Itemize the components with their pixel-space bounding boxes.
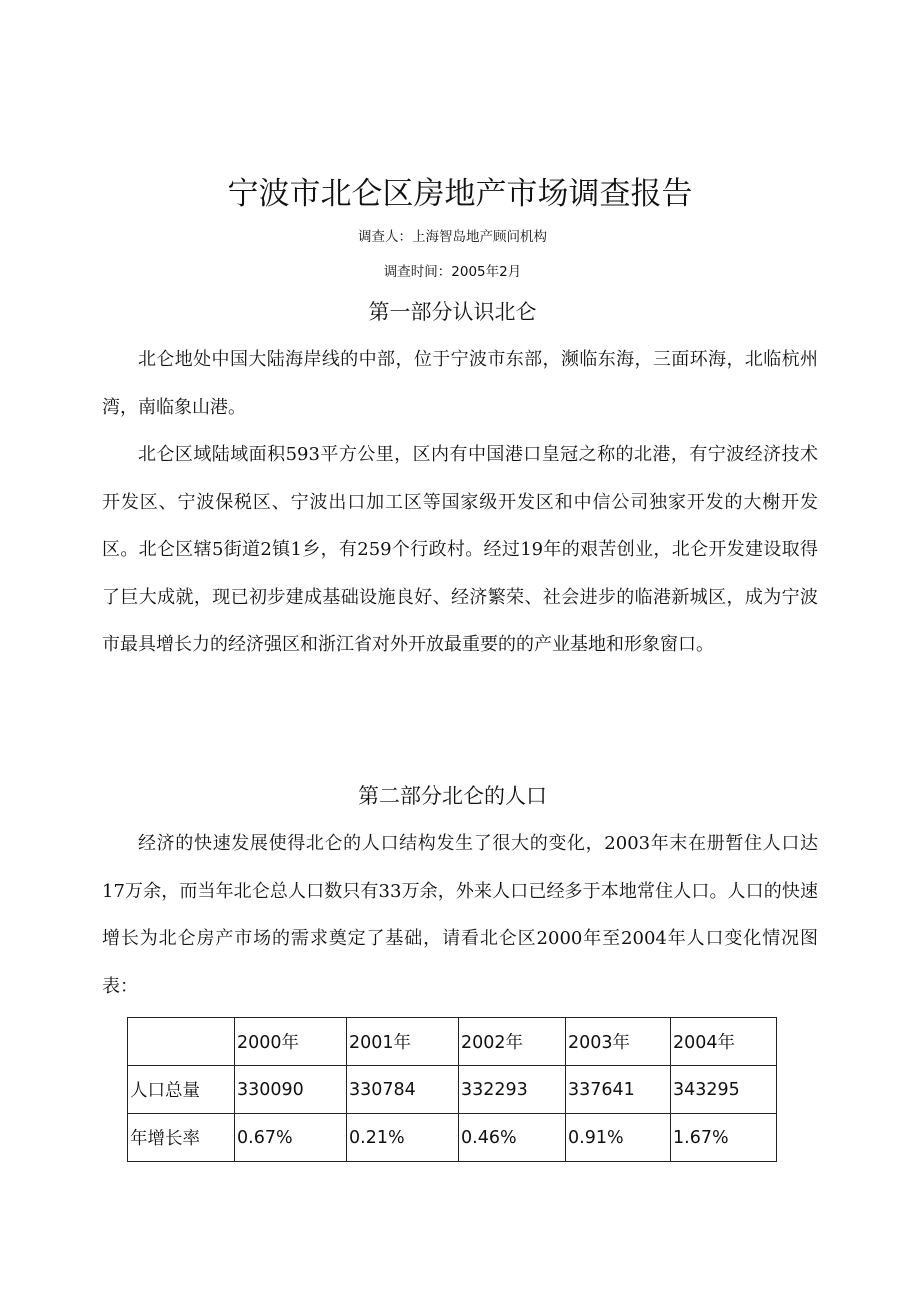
table-cell xyxy=(128,1018,235,1066)
section2-heading: 第二部分北仑的人口 xyxy=(358,784,547,808)
table-header-cell: 2003年 xyxy=(566,1018,671,1066)
table-row xyxy=(128,1066,777,1114)
table-cell: 332293 xyxy=(459,1066,566,1114)
table-cell: 0.91% xyxy=(566,1114,671,1162)
table-cell: 343295 xyxy=(671,1066,777,1114)
section2-paragraph: 经济的快速发展使得北仑的人口结构发生了很大的变化，2003年末在册暂住人口达17万余，而当年北仑总人口数只有33万余，外来人口已经多于本地常住人口。人口的快速增长为北仑房产市场的需求奠定了基础，请看北仑区2000年至2004年人口变化情况图表： xyxy=(102,833,818,997)
document-title: 宁波市北仑区房地产市场调查报告 xyxy=(227,176,693,212)
table-header-row xyxy=(128,1018,777,1066)
table-cell: 337641 xyxy=(566,1066,671,1114)
investigator-line: 调查人：上海智岛地产顾问机构 xyxy=(358,229,547,245)
table-cell: 0.46% xyxy=(459,1114,566,1162)
table-cell: 1.67% xyxy=(671,1114,777,1162)
table-cell: 330784 xyxy=(347,1066,459,1114)
table-header-cell: 2002年 xyxy=(459,1018,566,1066)
survey-time-line: 调查时间：2005年2月 xyxy=(383,264,522,280)
section1-heading: 第一部分认识北仑 xyxy=(368,300,537,324)
table-header-cell: 2001年 xyxy=(347,1018,459,1066)
table-cell: 0.67% xyxy=(235,1114,347,1162)
section1-paragraph-2: 北仑区域陆域面积593平方公里，区内有中国港口皇冠之称的北港，有宁波经济技术开发区、宁波保税区、宁波出口加工区等国家级开发区和中信公司独家开发的大榭开发区。北仑区辖5街道2镇1乡，有259个行政村。经过19年的艰苦创业，北仑开发建设取得了巨大成就，现已初步建成基础设施良好、经济繁荣、社会进步的临港新城区，成为宁波市最具增长力的经济强区和浙江省对外开放最重要的的产业基地和形象窗口。 xyxy=(102,444,818,655)
table-row-label: 年增长率 xyxy=(128,1114,235,1162)
section1-paragraph-1: 北仑地处中国大陆海岸线的中部，位于宁波市东部，濒临东海，三面环海，北临杭州湾，南临象山港。 xyxy=(102,349,818,418)
table-row-label: 人口总量 xyxy=(128,1066,235,1114)
table-row xyxy=(128,1114,777,1162)
table-header-cell: 2004年 xyxy=(671,1018,777,1066)
table-cell: 330090 xyxy=(235,1066,347,1114)
table-cell: 0.21% xyxy=(347,1114,459,1162)
population-table xyxy=(127,1017,777,1162)
table-header-cell: 2000年 xyxy=(235,1018,347,1066)
